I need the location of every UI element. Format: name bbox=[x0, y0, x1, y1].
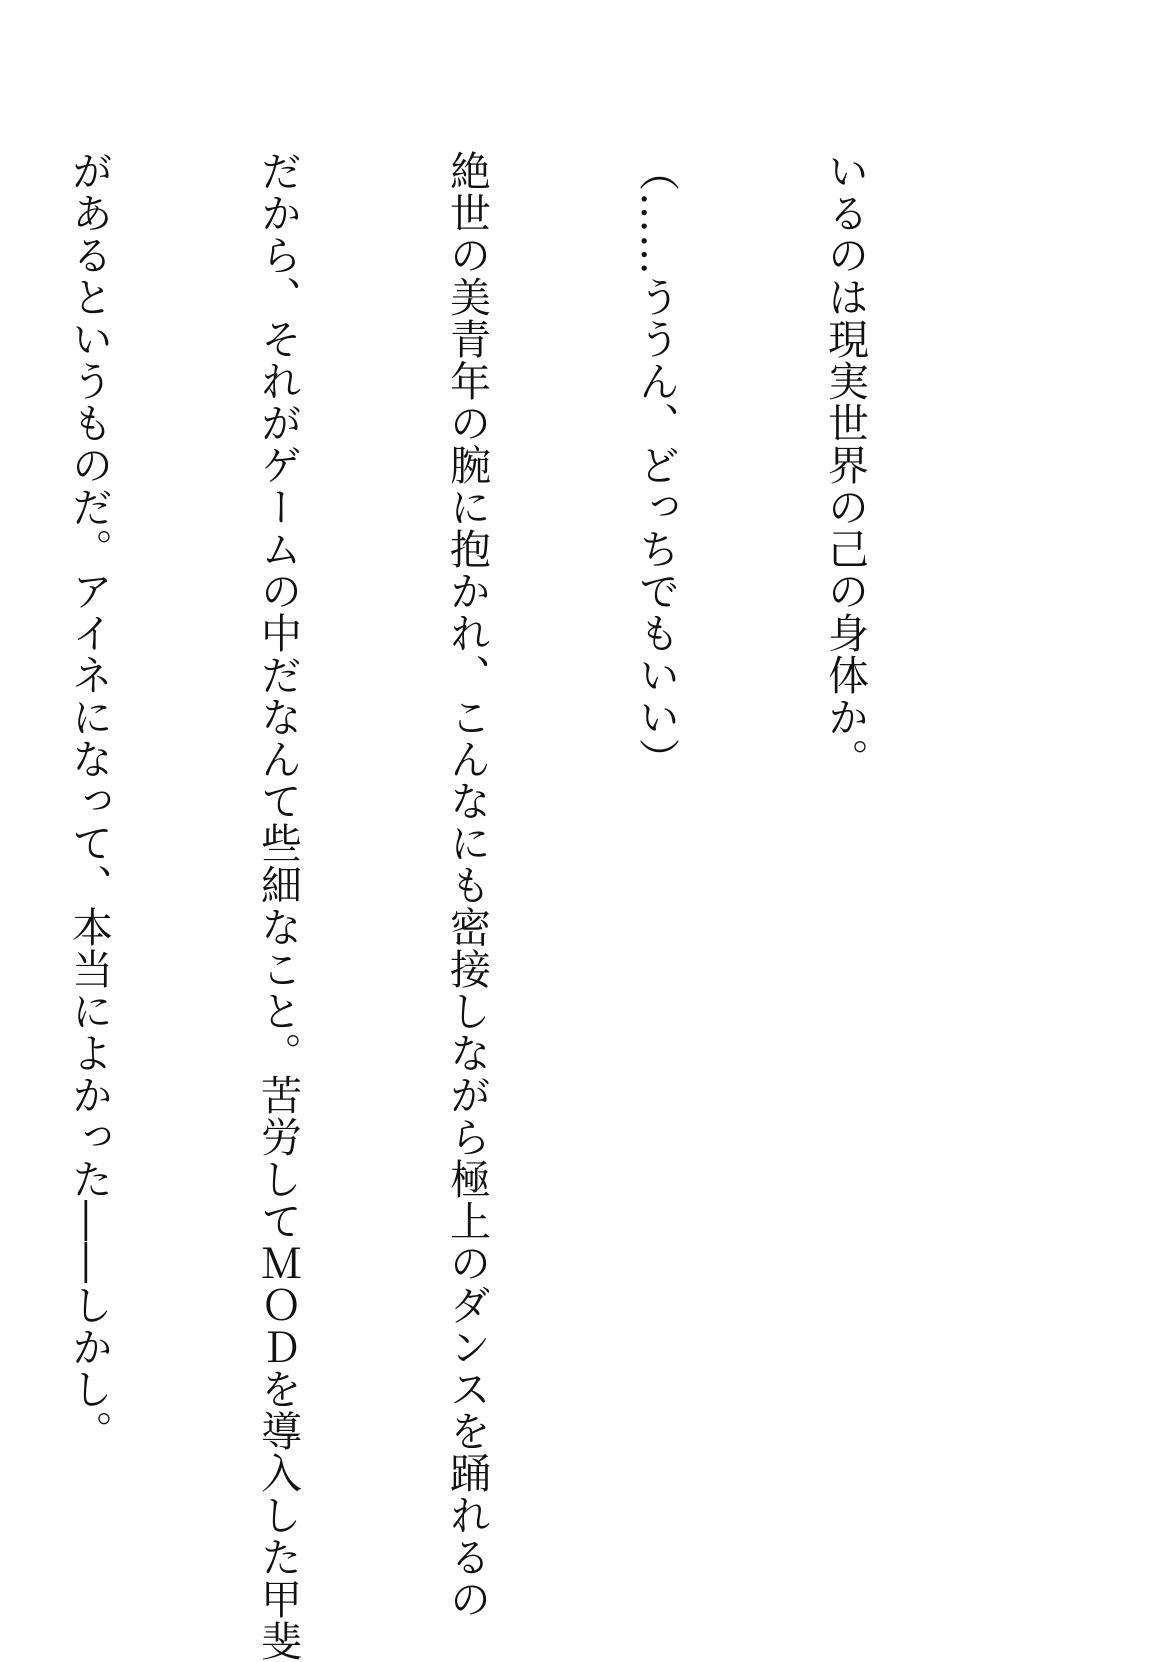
text-line-3: 絶世の美青年の腕に抱かれ、こんなにも密接しながら極上のダンスを踊れるの bbox=[443, 150, 491, 1620]
text-line-1: いるのは現実世界の己の身体か。 bbox=[821, 150, 869, 780]
text-line-2: （……ううん、どっちでもいい） bbox=[632, 150, 680, 780]
text-line-5: があるというものだ。アイネになって、本当によかった――しかし。 bbox=[65, 150, 113, 1452]
text-line-4: だから、それがゲームの中だなんて些細なこと。苦労してＭＯＤを導入した甲斐 bbox=[254, 150, 302, 1662]
vertical-text-body bbox=[0, 150, 1002, 1662]
